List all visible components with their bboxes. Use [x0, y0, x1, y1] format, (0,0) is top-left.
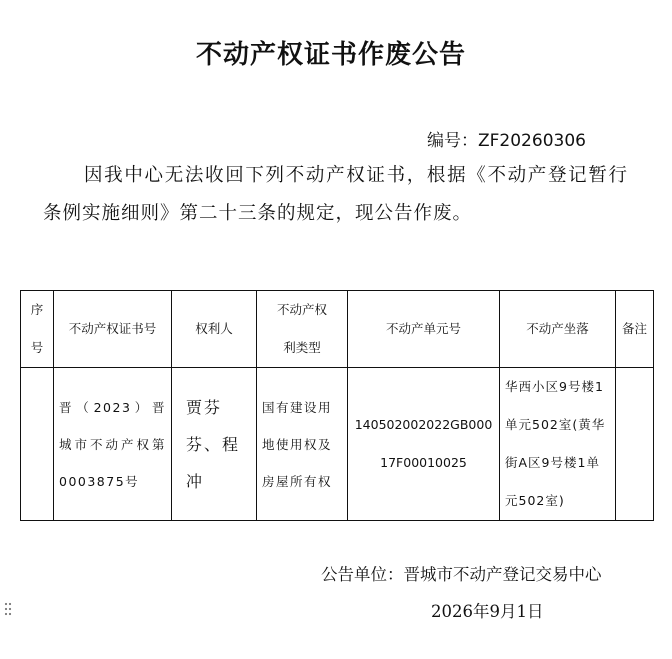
void-certificate-table [20, 290, 654, 521]
cell-seq [21, 368, 54, 521]
table-row [21, 368, 654, 521]
issuer-signature: 公告单位：晋城市不动产登记交易中心 [321, 565, 602, 584]
drag-handle-icon[interactable] [4, 601, 12, 617]
announcement-paragraph: 因我中心无法收回下列不动产权证书，根据《不动产登记暂行条例实施细则》第二十三条的规定，现公告作废。 [43, 165, 628, 224]
table-header-row [21, 291, 654, 368]
cell-remark [616, 368, 654, 521]
announcement-date: 2026年9月1日 [431, 602, 544, 621]
header-right-type: 不动产权利类型 [257, 291, 348, 368]
cell-location: 华西小区9号楼1单元502室(黄华街A区9号楼1单元502室) [500, 368, 616, 521]
page-title: 不动产权证书作废公告 [195, 40, 466, 70]
cell-holder: 贾芬芬、程冲 [172, 368, 257, 521]
header-remark: 备注 [616, 291, 654, 368]
header-seq: 序号 [21, 291, 54, 368]
document-number: 编号：ZF20260306 [427, 131, 586, 151]
header-unit-no: 不动产单元号 [348, 291, 500, 368]
cell-right-type: 国有建设用地使用权及房屋所有权 [257, 368, 348, 521]
cell-unit-no: 140502002022GB00017F00010025 [348, 368, 500, 521]
cell-cert-no: 晋（2023）晋城市不动产权第0003875号 [54, 368, 172, 521]
header-location: 不动产坐落 [500, 291, 616, 368]
header-holder: 权利人 [172, 291, 257, 368]
header-cert-no: 不动产权证书号 [54, 291, 172, 368]
